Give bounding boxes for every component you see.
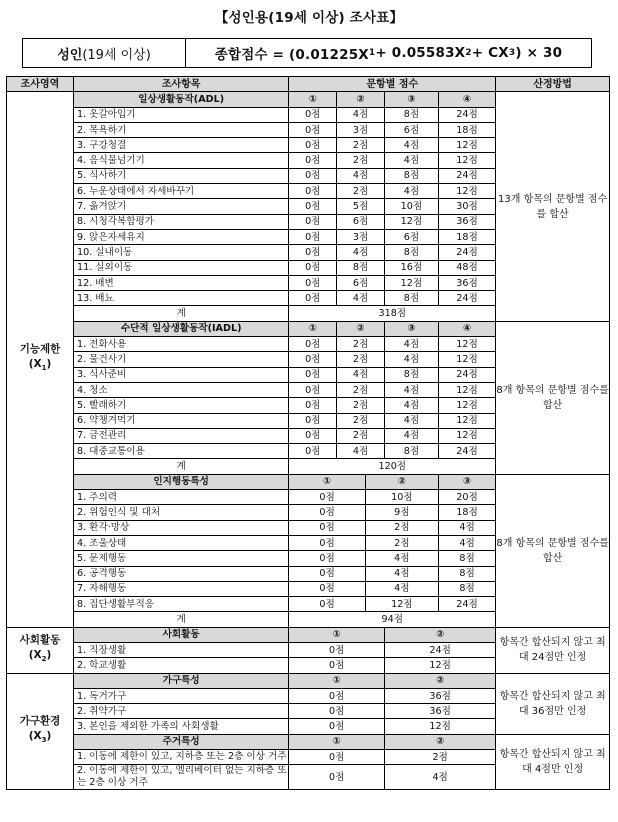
adl-score: 24점	[438, 245, 495, 260]
adl-item: 6. 누운상태에서 자세바꾸기	[73, 184, 288, 199]
iadl-score: 0점	[289, 337, 337, 352]
adl-score: 18점	[438, 229, 495, 244]
header-row	[7, 77, 610, 92]
iadl-total: 120점	[289, 459, 496, 474]
adl-score: 0점	[289, 199, 337, 214]
social-item: 2. 학교생활	[73, 658, 288, 673]
adl-score: 18점	[438, 122, 495, 137]
cognitive-col-header: ①	[289, 474, 366, 489]
iadl-score: 12점	[438, 382, 495, 397]
cognitive-score: 0점	[289, 551, 366, 566]
adl-score: 0점	[289, 229, 337, 244]
cognitive-score: 4점	[438, 535, 495, 550]
header-score: 문항별 점수	[289, 77, 496, 92]
adl-item: 12. 배변	[73, 275, 288, 290]
survey-table	[6, 76, 610, 790]
cognitive-score: 0점	[289, 566, 366, 581]
formula-part-d: ) × 30	[515, 45, 563, 61]
cognitive-score: 0점	[289, 535, 366, 550]
iadl-item: 3. 식사준비	[73, 367, 288, 382]
family-col-header: ①	[289, 673, 385, 688]
iadl-col-header: ③	[385, 321, 439, 336]
cognitive-item: 4. 조울상태	[73, 535, 288, 550]
iadl-score: 0점	[289, 444, 337, 459]
adl-score: 8점	[337, 260, 385, 275]
area-household-name: 가구환경	[19, 715, 61, 728]
housing-col-header: ②	[385, 734, 496, 749]
adl-col-header: ③	[385, 92, 439, 107]
adl-score: 4점	[385, 184, 439, 199]
adl-col-header: ④	[438, 92, 495, 107]
iadl-item: 1. 전화사용	[73, 337, 288, 352]
area-functional-var-sub: 1	[41, 364, 47, 373]
page-title: 【성인용(19세 이상) 조사표】	[214, 10, 404, 26]
adl-score: 8점	[385, 107, 439, 122]
iadl-score: 4점	[385, 382, 439, 397]
adl-score: 0점	[289, 122, 337, 137]
adl-item: 11. 실외이동	[73, 260, 288, 275]
cognitive-score: 24점	[438, 597, 495, 612]
area-household	[7, 673, 74, 790]
adl-score: 0점	[289, 184, 337, 199]
iadl-score: 0점	[289, 413, 337, 428]
adl-item: 2. 목욕하기	[73, 122, 288, 137]
adl-score: 0점	[289, 275, 337, 290]
iadl-score: 0점	[289, 382, 337, 397]
housing-method: 항목간 합산되지 않고 최대 4점만 인정	[496, 734, 610, 790]
adl-score: 24점	[438, 291, 495, 306]
cognitive-score: 9점	[365, 505, 438, 520]
adl-score: 8점	[385, 245, 439, 260]
housing-item: 2. 이동에 제한이 있고, 엘리베이터 없는 지하층 또는 2층 이상 거주	[73, 765, 288, 790]
iadl-score: 4점	[385, 398, 439, 413]
cognitive-score: 18점	[438, 505, 495, 520]
iadl-item: 5. 빨래하기	[73, 398, 288, 413]
family-item: 2. 취약가구	[73, 704, 288, 719]
area-social-var-close: )	[46, 649, 52, 662]
cognitive-score: 12점	[365, 597, 438, 612]
adl-method: 13개 항목의 문항별 점수를 합산	[496, 92, 610, 321]
area-social	[7, 627, 74, 673]
formula-part-c: + CX	[471, 45, 509, 61]
cognitive-method: 8개 항목의 문항별 점수를 합산	[496, 474, 610, 627]
adl-item: 5. 식사하기	[73, 168, 288, 183]
area-social-var: (X	[28, 649, 42, 662]
iadl-score: 12점	[438, 428, 495, 443]
iadl-score: 2점	[337, 413, 385, 428]
cognitive-item: 6. 공격행동	[73, 566, 288, 581]
cognitive-col-header: ②	[365, 474, 438, 489]
social-title: 사회활동	[73, 627, 288, 642]
formula-sub-2: 2	[465, 48, 472, 58]
cognitive-item: 3. 환각·망상	[73, 520, 288, 535]
header-method: 산정방법	[496, 77, 610, 92]
adl-score: 2점	[337, 138, 385, 153]
adl-score: 4점	[337, 291, 385, 306]
housing-title: 주거특성	[73, 734, 288, 749]
iadl-score: 0점	[289, 398, 337, 413]
cognitive-item: 5. 문제행동	[73, 551, 288, 566]
cognitive-score: 8점	[438, 581, 495, 596]
cognitive-item: 2. 위험인식 및 대처	[73, 505, 288, 520]
family-item: 3. 본인을 제외한 가족의 사회생활	[73, 719, 288, 734]
area-household-var-close: )	[46, 730, 52, 743]
family-title: 가구특성	[73, 673, 288, 688]
iadl-score: 12점	[438, 352, 495, 367]
adl-total: 318점	[289, 306, 496, 321]
family-score: 36점	[385, 704, 496, 719]
cognitive-score: 20점	[438, 490, 495, 505]
adl-score: 16점	[385, 260, 439, 275]
adl-score: 10점	[385, 199, 439, 214]
iadl-col-header: ②	[337, 321, 385, 336]
area-social-name: 사회활동	[19, 634, 61, 647]
cognitive-item: 7. 자해행동	[73, 581, 288, 596]
header-area: 조사영역	[7, 77, 74, 92]
adl-item: 9. 앉은자세유지	[73, 229, 288, 244]
adl-score: 12점	[438, 138, 495, 153]
adl-score: 0점	[289, 168, 337, 183]
area-household-var-sub: 3	[41, 736, 47, 745]
cognitive-score: 4점	[365, 551, 438, 566]
cognitive-item: 8. 집단생활부적응	[73, 597, 288, 612]
iadl-score: 0점	[289, 367, 337, 382]
formula-target	[23, 39, 186, 67]
adl-score: 0점	[289, 107, 337, 122]
housing-item: 1. 이동에 제한이 있고, 지하층 또는 2층 이상 거주	[73, 750, 288, 765]
iadl-score: 0점	[289, 428, 337, 443]
iadl-item: 2. 물건사기	[73, 352, 288, 367]
adl-score: 48점	[438, 260, 495, 275]
adl-score: 8점	[385, 168, 439, 183]
cognitive-item: 1. 주의력	[73, 490, 288, 505]
iadl-col-header: ①	[289, 321, 337, 336]
adl-score: 5점	[337, 199, 385, 214]
iadl-score: 24점	[438, 444, 495, 459]
iadl-score: 4점	[385, 352, 439, 367]
social-title-row	[7, 627, 610, 642]
adl-score: 3점	[337, 229, 385, 244]
cognitive-score: 4점	[365, 566, 438, 581]
formula-sub-3: 3	[508, 48, 516, 58]
adl-item: 7. 옮겨앉기	[73, 199, 288, 214]
adl-score: 0점	[289, 138, 337, 153]
adl-col-header: ②	[337, 92, 385, 107]
adl-score: 4점	[385, 153, 439, 168]
iadl-score: 2점	[337, 337, 385, 352]
formula-label-age: (19세 이상)	[82, 47, 151, 63]
adl-score: 2점	[337, 184, 385, 199]
iadl-method: 8개 항목의 문항별 점수를 합산	[496, 321, 610, 474]
cognitive-score: 10점	[365, 490, 438, 505]
social-col-header: ①	[289, 627, 385, 642]
cognitive-total: 94점	[289, 612, 496, 627]
formula-part-a: 종합점수 = (0.01225X	[214, 47, 369, 63]
social-item: 1. 직장생활	[73, 642, 288, 657]
social-score: 0점	[289, 642, 385, 657]
iadl-score: 12점	[438, 413, 495, 428]
adl-score: 8점	[385, 291, 439, 306]
cognitive-title-row	[7, 474, 610, 489]
family-method: 항목간 합산되지 않고 최대 36점만 인정	[496, 673, 610, 734]
area-social-var-sub: 2	[41, 655, 47, 664]
housing-title-row	[7, 734, 610, 749]
iadl-score: 24점	[438, 367, 495, 382]
adl-item: 8. 시청각복합평가	[73, 214, 288, 229]
header-item: 조사항목	[73, 77, 288, 92]
adl-item: 10. 실내이동	[73, 245, 288, 260]
adl-score: 0점	[289, 214, 337, 229]
formula-expression	[186, 39, 591, 67]
iadl-title-row	[7, 321, 610, 336]
iadl-score: 12점	[438, 337, 495, 352]
cognitive-score: 0점	[289, 520, 366, 535]
adl-score: 0점	[289, 245, 337, 260]
area-functional	[7, 92, 74, 627]
housing-score: 2점	[385, 750, 496, 765]
cognitive-score: 2점	[365, 535, 438, 550]
iadl-score: 4점	[385, 337, 439, 352]
adl-score: 24점	[438, 107, 495, 122]
iadl-score: 4점	[385, 413, 439, 428]
adl-score: 0점	[289, 153, 337, 168]
adl-score: 36점	[438, 275, 495, 290]
formula-sub-1: 1	[368, 48, 376, 58]
adl-score: 24점	[438, 168, 495, 183]
iadl-score: 8점	[385, 444, 439, 459]
adl-score: 4점	[385, 138, 439, 153]
adl-score: 6점	[385, 122, 439, 137]
cognitive-score: 2점	[365, 520, 438, 535]
cognitive-score: 0점	[289, 505, 366, 520]
family-item: 1. 독거가구	[73, 688, 288, 703]
iadl-score: 2점	[337, 382, 385, 397]
iadl-score: 0점	[289, 352, 337, 367]
adl-score: 0점	[289, 291, 337, 306]
adl-item: 1. 옷갈아입기	[73, 107, 288, 122]
area-household-var: (X	[28, 730, 42, 743]
adl-score: 12점	[385, 275, 439, 290]
iadl-item: 7. 금전관리	[73, 428, 288, 443]
cognitive-score: 4점	[438, 520, 495, 535]
iadl-score: 12점	[438, 398, 495, 413]
area-functional-var-close: )	[46, 358, 52, 371]
adl-score: 0점	[289, 260, 337, 275]
area-functional-var: (X	[28, 358, 42, 371]
iadl-title: 수단적 일상생활동작(IADL)	[73, 321, 288, 336]
adl-score: 4점	[337, 107, 385, 122]
iadl-score: 4점	[385, 428, 439, 443]
cognitive-score: 8점	[438, 551, 495, 566]
iadl-score: 2점	[337, 398, 385, 413]
adl-score: 12점	[438, 153, 495, 168]
cognitive-total-label: 계	[73, 612, 288, 627]
family-score: 0점	[289, 719, 385, 734]
iadl-item: 4. 청소	[73, 382, 288, 397]
survey-table-body	[7, 77, 610, 790]
formula-part-b: + 0.05583X	[375, 45, 466, 61]
family-score: 36점	[385, 688, 496, 703]
housing-col-header: ①	[289, 734, 385, 749]
iadl-col-header: ④	[438, 321, 495, 336]
family-title-row	[7, 673, 610, 688]
cognitive-score: 4점	[365, 581, 438, 596]
adl-score: 4점	[337, 168, 385, 183]
cognitive-score: 0점	[289, 490, 366, 505]
iadl-score: 8점	[385, 367, 439, 382]
cognitive-score: 0점	[289, 597, 366, 612]
iadl-item: 6. 약챙겨먹기	[73, 413, 288, 428]
cognitive-col-header: ③	[438, 474, 495, 489]
adl-score: 2점	[337, 153, 385, 168]
iadl-score: 4점	[337, 444, 385, 459]
social-score: 12점	[385, 658, 496, 673]
iadl-item: 8. 대중교통이용	[73, 444, 288, 459]
adl-score: 4점	[337, 245, 385, 260]
housing-score: 0점	[289, 765, 385, 790]
adl-item: 3. 구강청결	[73, 138, 288, 153]
adl-title: 일상생활동작(ADL)	[73, 92, 288, 107]
adl-title-row	[7, 92, 610, 107]
housing-score: 4점	[385, 765, 496, 790]
adl-score: 36점	[438, 214, 495, 229]
adl-score: 30점	[438, 199, 495, 214]
formula-label-adult: 성인	[57, 47, 83, 63]
family-score: 0점	[289, 704, 385, 719]
cognitive-score: 0점	[289, 581, 366, 596]
adl-score: 12점	[438, 184, 495, 199]
adl-col-header: ①	[289, 92, 337, 107]
adl-score: 6점	[337, 275, 385, 290]
adl-item: 13. 배뇨	[73, 291, 288, 306]
adl-item: 4. 음식물넘기기	[73, 153, 288, 168]
cognitive-title: 인지행동특성	[73, 474, 288, 489]
family-col-header: ②	[385, 673, 496, 688]
iadl-score: 2점	[337, 428, 385, 443]
adl-score: 12점	[385, 214, 439, 229]
family-score: 0점	[289, 688, 385, 703]
adl-score: 6점	[337, 214, 385, 229]
family-score: 12점	[385, 719, 496, 734]
social-col-header: ②	[385, 627, 496, 642]
adl-score: 6점	[385, 229, 439, 244]
adl-score: 3점	[337, 122, 385, 137]
cognitive-score: 8점	[438, 566, 495, 581]
iadl-total-label: 계	[73, 459, 288, 474]
adl-total-label: 계	[73, 306, 288, 321]
social-score: 0점	[289, 658, 385, 673]
housing-score: 0점	[289, 750, 385, 765]
social-score: 24점	[385, 642, 496, 657]
area-functional-name: 기능제한	[19, 343, 61, 356]
iadl-score: 2점	[337, 352, 385, 367]
formula-box	[22, 38, 592, 68]
iadl-score: 4점	[337, 367, 385, 382]
social-method: 항목간 합산되지 않고 최대 24점만 인정	[496, 627, 610, 673]
